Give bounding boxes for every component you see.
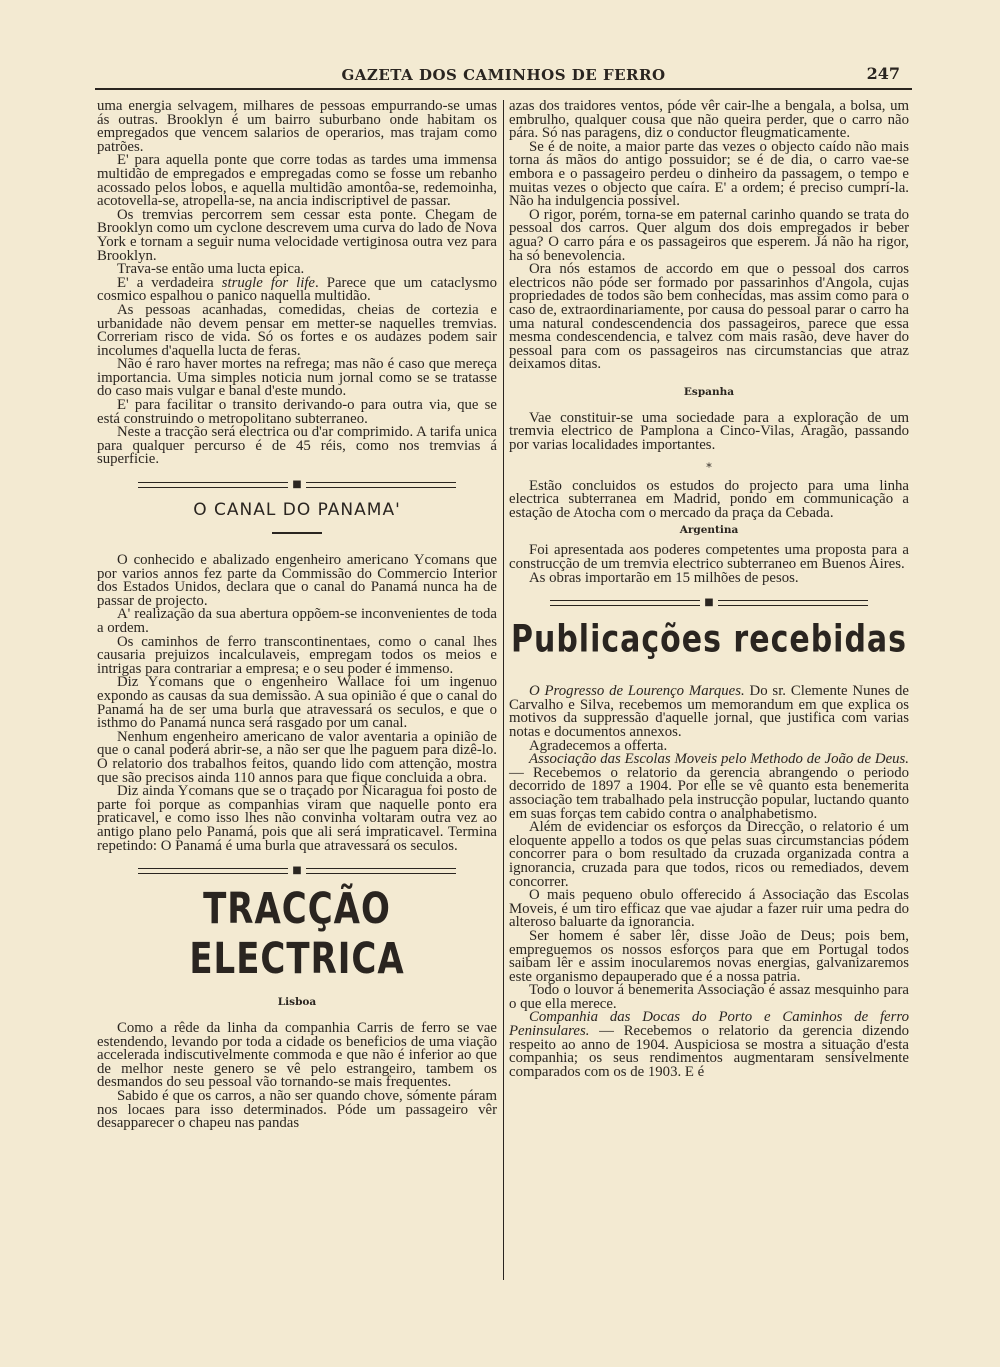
section-title: O CANAL DO PANAMA' <box>193 500 401 521</box>
paragraph: Estão concluidos os estudos do projecto para uma linha electrica subterranea em Madrid, pondo em communicação a estação de Atocha com o mercado da praça da Cebada. <box>509 477 909 521</box>
section-title: TRACÇÃO ELECTRICA <box>189 884 405 985</box>
page-header <box>95 64 912 90</box>
ornament-line <box>306 868 456 874</box>
paragraph: Vae constituir-se uma sociedade para a exploração de um tremvia electrico de Pamplona a Cinco-Vilas, Aragão, passando por varias localidades importantes. <box>509 409 909 454</box>
text-run: — Recebemos o relatorio da gerencia abrangendo o periodo decorrido de 1897 a 1904. Por elle se vê quanto esta benemerita associação tem trabalhado pela instrucção popular, luctando quanto em suas forças tem cabido contra o analphabetismo. <box>509 764 909 822</box>
paragraph: Ser homem é saber lêr, disse João de Deus; pois bem, empreguemos os nossos esforços para que em Portugal todos saibam lêr e assim inocularemos novas energias, galvanizaremos este organismo depauperado que é a nossa patria. <box>509 927 909 985</box>
section-ornament <box>97 479 497 490</box>
ornament-line <box>718 600 868 606</box>
paragraph: Foi apresentada aos poderes competentes uma proposta para a construcção de um tremvia electrico subterraneo em Buenos Aires. <box>509 542 909 573</box>
paragraph <box>509 685 909 739</box>
paragraph: Não é raro haver mortes na refrega; mas não é caso que mereça importancia. Uma simples noticia num jornal como se se tratasse do caso mais vulgar e banal d'este mundo. <box>97 356 497 400</box>
text-run: E' a verdadeira <box>117 274 222 291</box>
ornament-line <box>550 600 700 606</box>
column-divider <box>503 100 504 1280</box>
separator-asterisk: * <box>706 460 712 474</box>
paragraph: Sabido é que os carros, a não ser quando chove, sómente páram nos locaes para isso determinados. Póde um passageiro vêr desapparecer o chapeu nas pandas <box>97 1088 497 1132</box>
paragraph: Os tremvias percorrem sem cessar esta ponte. Chegam de Brooklyn como um cyclone descrevem uma curva do lado de Nova York e tornam a seguir numa velocidade vertiginosa outra vez para Brooklyn. <box>97 206 497 264</box>
text-run: Do sr. Clemente Nunes de Carvalho e Silva, recebemos um memorandum em que explica os motivos da suppressão d'aquelle jornal, que justifica com varias notas e documentos annexos. <box>509 683 909 740</box>
title-rule <box>272 532 322 534</box>
paragraph: Os caminhos de ferro transcontinentaes, como o canal lhes causaria prejuizos incalculaveis, empregam todos os meios e intrigas para contrariar a empresa; e o seu poder é immenso. <box>97 633 497 677</box>
paragraph: Diz Ycomans que o engenheiro Wallace foi um ingenuo expondo as causas da sua demissão. A sua opinião é que o canal do Panamá ha de ser uma burla que atravessará os seculos, e que o isthmo do Panamá nunca será rasgado por um canal. <box>97 674 497 732</box>
paragraph: A' realização da sua abertura oppõem-se inconvenientes de toda a ordem. <box>97 606 497 636</box>
ornament-line <box>138 868 288 874</box>
section-ornament <box>509 597 909 608</box>
paragraph: azas dos traidores ventos, póde vêr cair-lhe a bengala, a bolsa, um embrulho, qualquer cousa que não queira perder, que o carro não pára. Só nas paragens, diz o conductor fleugmaticamente. <box>509 98 909 142</box>
left-column <box>97 100 497 1131</box>
section-title: Publicações recebidas <box>510 617 908 662</box>
paragraph <box>97 274 497 305</box>
paragraph: As obras importarão em 15 milhões de pesos. <box>529 569 799 586</box>
italic-phrase: strugle for life <box>221 274 316 291</box>
right-column <box>509 100 909 1079</box>
paragraph <box>509 753 909 821</box>
section-ornament <box>97 865 497 876</box>
paragraph: Agradecemos a offerta. <box>529 737 668 754</box>
page-number: 247 <box>866 64 900 83</box>
subsection-heading: Lisboa <box>277 996 317 1009</box>
locomotive-icon: ■ <box>704 597 714 609</box>
locomotive-icon: ■ <box>292 865 302 877</box>
ornament-line <box>138 482 288 488</box>
italic-phrase: O Progresso de Lourenço Marques. <box>529 683 745 700</box>
subsection-heading: Argentina <box>679 524 739 537</box>
paragraph: Diz ainda Ycomans que se o traçado por Nicaragua foi posto de parte foi porque as companhias viram que naquelle ponto era praticavel, e como isso lhes não convinha voltaram outra vez ao antigo plano pelo Panamá, pois que ali será impraticavel. Termina repetindo: O Panamá é uma burla que atravessará os seculos. <box>97 783 497 854</box>
paragraph: E' para aquella ponte que corre todas as tardes uma immensa multidão de empregados e empregadas como se fosse um rebanho acossado pelos lobos, e aquella multidão amontôa-se, redemoinha, acotovella-se, atropella-se, na ancia indiscriptivel de passar. <box>97 152 497 210</box>
paragraph: Além de evidenciar os esforços da Direcção, o relatorio é um eloquente appello a todos os que pelas suas circumstancias pódem concorrer para o bom resultado da cruzada organizada contra a ignorancia, cruzada para que todos, ricos ou remediados, devem concorrer. <box>509 819 909 890</box>
paragraph: Neste a tracção será electrica ou d'ar comprimido. A tarifa unica para qualquer percurso é de 45 réis, como nos tremvias á superficie. <box>97 424 497 468</box>
text-run: — Recebemos o relatorio da gerencia dizendo respeito ao anno de 1904. Auspiciosa se mostra a situação d'esta companhia; os seus rendimentos augmentaram sensivelmente comparados com os de 1903. E é <box>509 1023 909 1080</box>
paragraph: O mais pequeno obulo offerecido á Associação das Escolas Moveis, é um tiro efficaz que vae ajudar a fazer ruir uma pedra do alteroso baluarte da ignorancia. <box>509 887 909 931</box>
paragraph: Nenhum engenheiro americano de valor aventaria a opinião de que o canal poderá abrir-se, a não ser que lhe paguem para dizê-lo. O relatorio dos trabalhos feitos, quando lido com attenção, mostra que são precisos ainda 110 annos para que fique concluida a obra. <box>97 728 497 786</box>
locomotive-icon: ■ <box>292 479 302 491</box>
paragraph: Ora nós estamos de accordo em que o pessoal dos carros electricos não póde ser formado por passarinhos d'Angola, cujas propriedades de todos são bem conhecidas, mas assim como para o caso de, extraordinariamente, por causa do pessoal parar o carro ha uma natural condescendencia dos passageiros, parece que essa mesma condescendencia, e talvez com mais rasão, deve haver do pessoal para com os passageiros nas circumstancias que atraz deixamos ditas. <box>509 261 909 373</box>
paragraph <box>509 1011 909 1079</box>
paragraph: O rigor, porém, torna-se em paternal carinho quando se trata do pessoal dos carros. Quer algum dos dois empregados ir beber agua? O carro pára e os passageiros que esperem. Já não ha rigor, ha só benevolencia. <box>509 206 909 264</box>
paragraph: E' para facilitar o transito derivando-o para outra via, que se está construindo o metropolitano subterraneo. <box>97 397 497 427</box>
paragraph: Trava-se então uma lucta epica. <box>117 261 305 278</box>
italic-phrase: Associação das Escolas Moveis pelo Methodo de João de Deus. <box>529 751 909 768</box>
paragraph: uma energia selvagem, milhares de pessoas empurrando-se umas ás outras. Brooklyn é um bairro suburbano onde habitam os empregados que vencem salarios de operarios, mas trajam como patrões. <box>97 98 497 155</box>
paragraph: Como a rêde da linha da companhia Carris de ferro se vae estendendo, levando por toda a cidade os beneficios de uma viação accelerada indiscutivelmente commoda e que não é inferior ao que de melhor neste genero se vê pelo estrangeiro, tambem os desmandos do seu pessoal vão tornando-se mais frequentes. <box>97 1020 497 1091</box>
paragraph: O conhecido e abalizado engenheiro americano Ycomans que por varios annos fez parte da Commissão do Commercio Interior dos Estados Unidos, declara que o canal do Panamá nunca ha de passar de projecto. <box>97 552 497 609</box>
italic-phrase: Companhia das Docas do Porto e Caminhos de ferro Peninsulares. <box>509 1009 909 1040</box>
ornament-line <box>306 482 456 488</box>
paragraph: Todo o louvor á benemerita Associação é assaz mesquinho para o que ella merece. <box>509 982 909 1012</box>
text-run: . Parece que um cataclysmo cosmico espalhou o panico naquella multidão. <box>97 274 497 305</box>
paragraph: As pessoas acanhadas, comedidas, cheias de cortezia e urbanidade não devem pensar em metter-se naquelles tremvias. Correriam risco de vida. Só os fortes e os audazes podem sair incolumes d'aquella lucta de feras. <box>97 301 497 359</box>
subsection-heading: Espanha <box>683 385 735 398</box>
publication-title: GAZETA DOS CAMINHOS DE FERRO <box>341 66 666 84</box>
paragraph: Se é de noite, a maior parte das vezes o objecto caído não mais torna ás mãos do antigo possuidor; se é de dia, o carro vae-se embora e o passageiro perdeu o dinheiro da passagem, o tempo e muitas vezes o objecto que caíra. E' a ordem; é preciso cumprí-la. Não ha indulgencia possivel. <box>509 138 909 210</box>
